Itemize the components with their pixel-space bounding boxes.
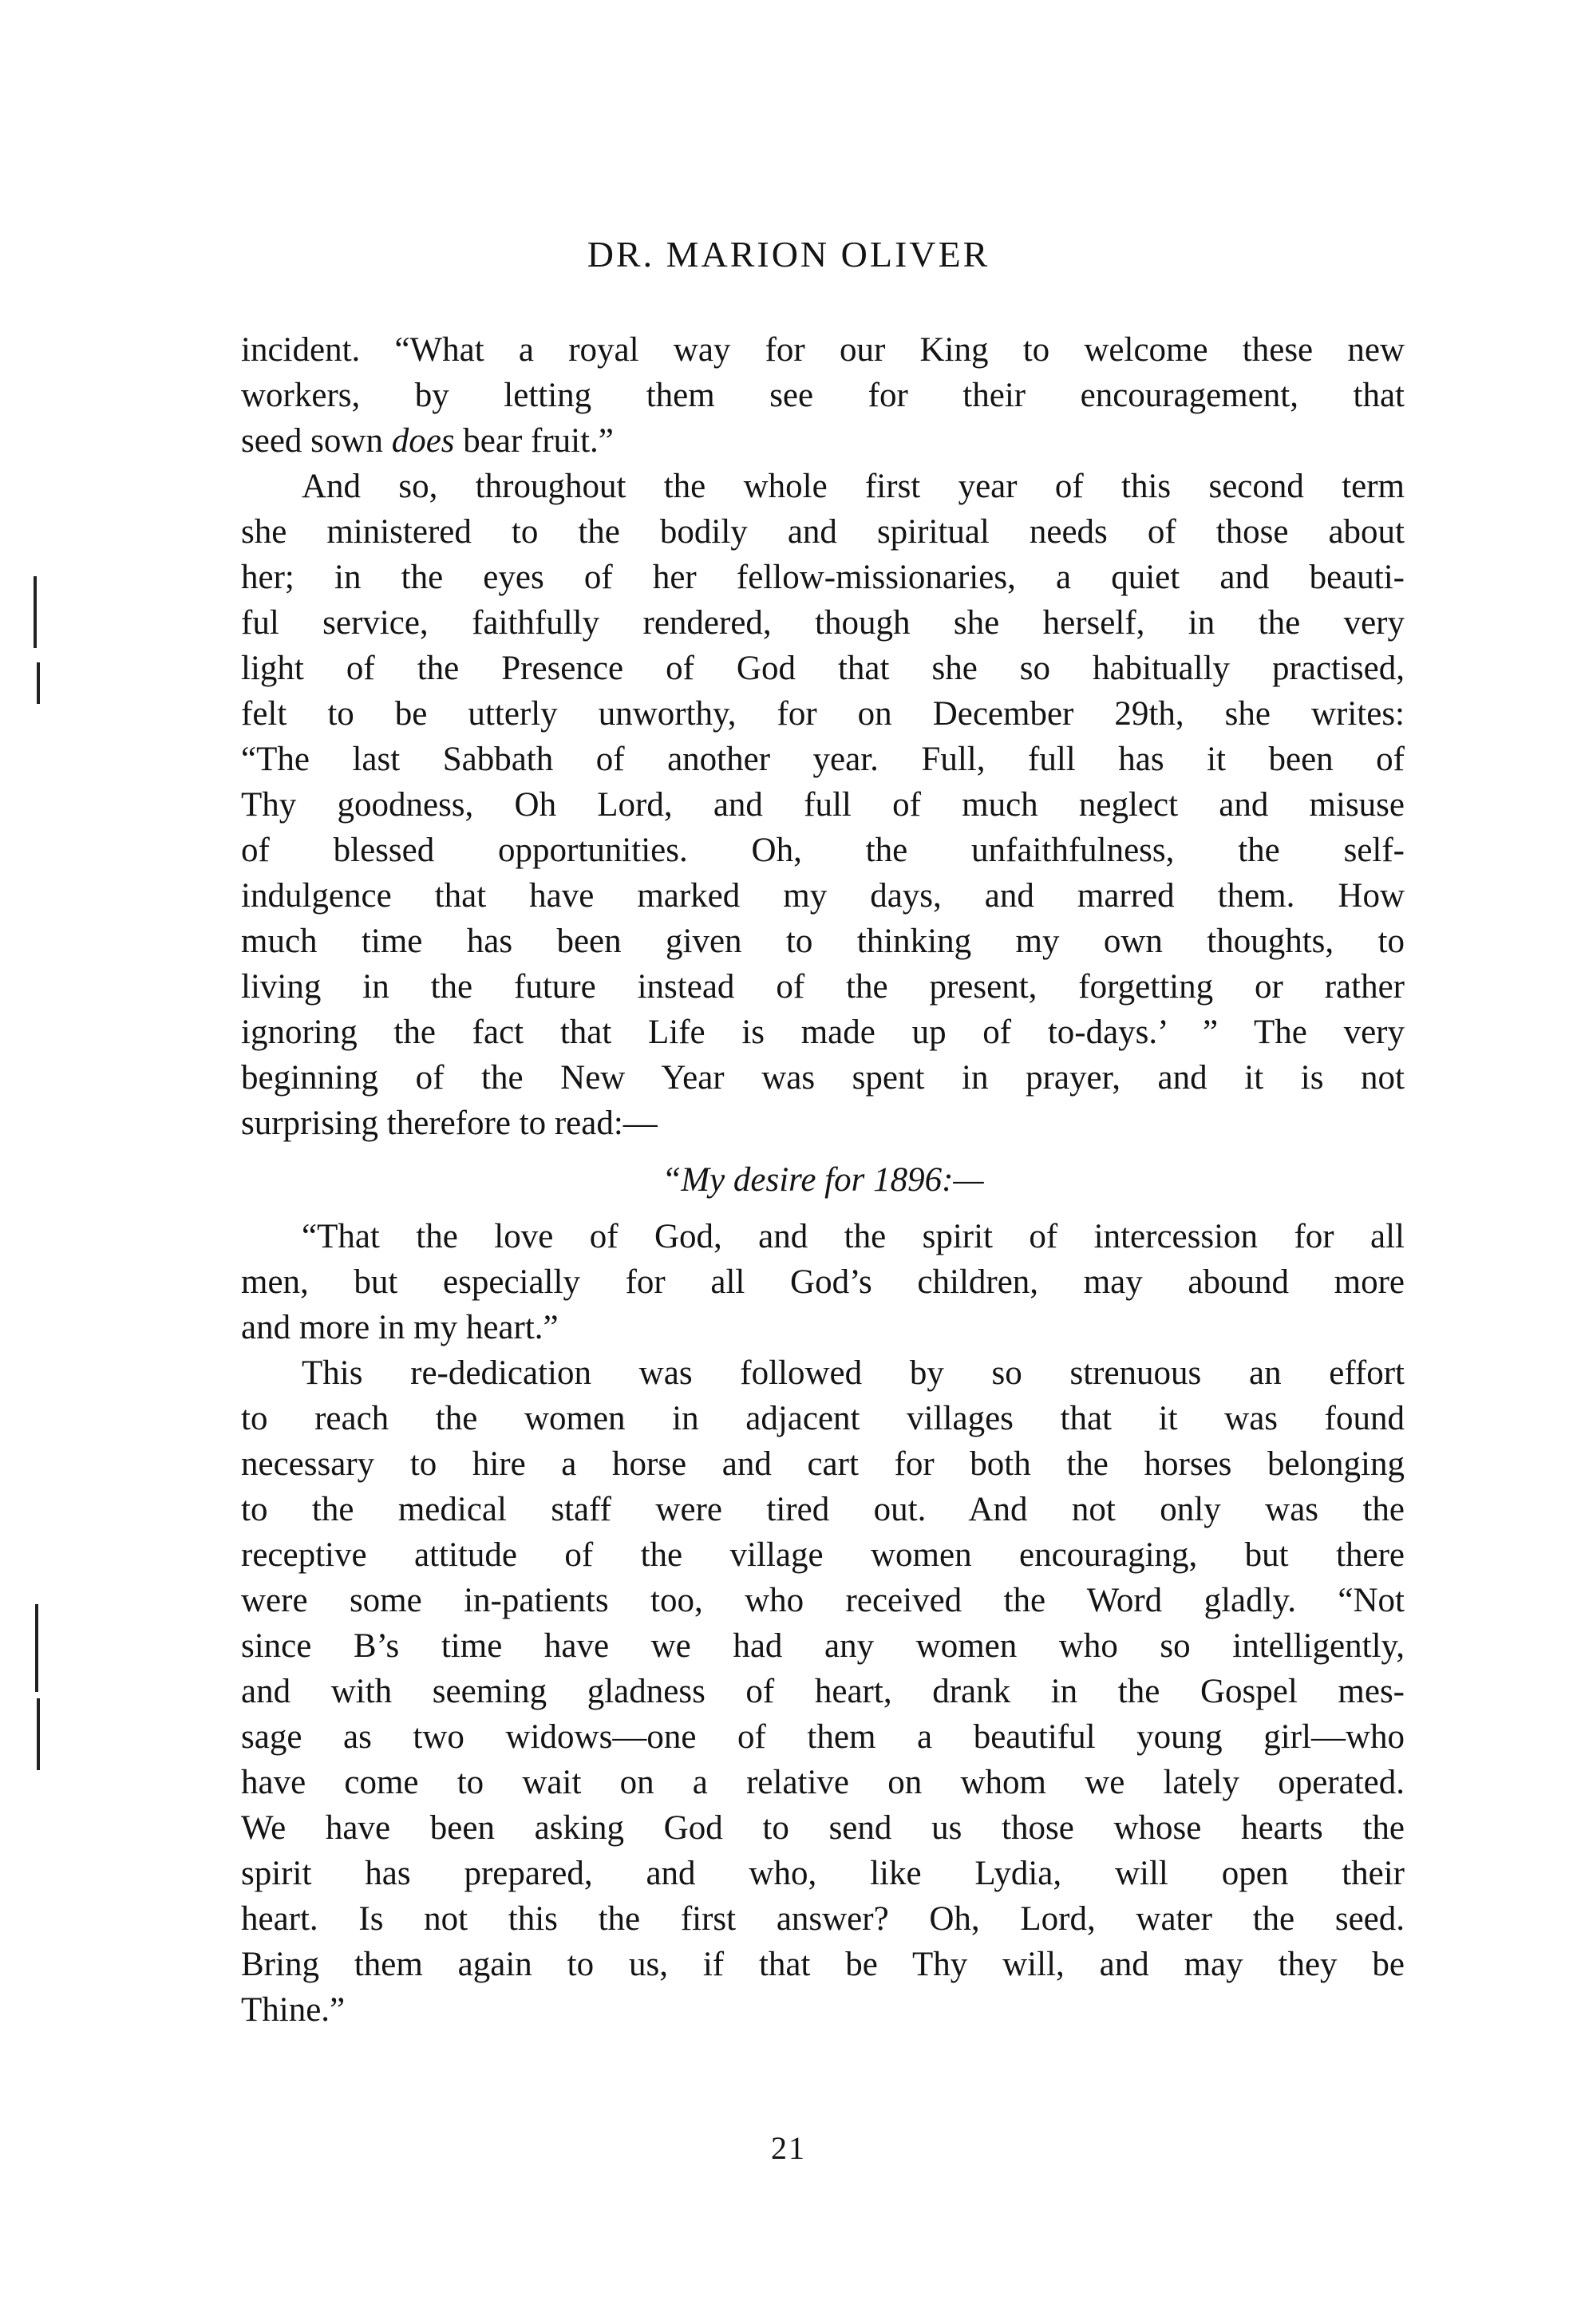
text-line: felt to be utterly unworthy, for on December 29th, she writes:: [241, 695, 1405, 733]
text-line: “The last Sabbath of another year. Full, full has it been of: [241, 741, 1405, 778]
text-line: “That the love of God, and the spirit of intercession for all: [302, 1218, 1405, 1255]
text-line: her; in the eyes of her fellow-missionaries, a quiet and beauti-: [241, 559, 1405, 596]
paragraph-3: [241, 1214, 1405, 1350]
text-line: to reach the women in adjacent villages that it was found: [241, 1400, 1405, 1437]
text-line: of blessed opportunities. Oh, the unfaithfulness, the self-: [241, 832, 1405, 869]
body-text: [241, 327, 1405, 2033]
text-line: ignoring the fact that Life is made up of to-days.’ ” The very: [241, 1014, 1405, 1051]
margin-mark: [35, 1604, 38, 1692]
text-line: and with seeming gladness of heart, drank in the Gospel mes-: [241, 1673, 1405, 1710]
text-line: surprising therefore to read:—: [241, 1105, 658, 1142]
text-line: men, but especially for all God’s children, may abound more: [241, 1263, 1405, 1301]
text-line: were some in-patients too, who received the Word gladly. “Not: [241, 1582, 1405, 1619]
text-line: sage as two widows—one of them a beautiful young girl—who: [241, 1718, 1405, 1756]
text-line: since B’s time have we had any women who so intelligently,: [241, 1627, 1405, 1665]
margin-mark: [37, 662, 40, 704]
text-line: indulgence that have marked my days, and marred them. How: [241, 877, 1405, 915]
text-line: living in the future instead of the present, forgetting or rather: [241, 968, 1405, 1006]
text-line: receptive attitude of the village women encouraging, but there: [241, 1536, 1405, 1574]
text-line: light of the Presence of God that she so habitually practised,: [241, 650, 1405, 687]
text-line: workers, by letting them see for their encouragement, that: [241, 377, 1405, 414]
paragraph-4: [241, 1350, 1405, 2033]
text-line: necessary to hire a horse and cart for both the horses belonging: [241, 1445, 1405, 1483]
text-line: she ministered to the bodily and spiritual needs of those about: [241, 513, 1405, 551]
emphasis: does: [391, 422, 455, 460]
text-line: much time has been given to thinking my own thoughts, to: [241, 923, 1405, 960]
text-line: ful service, faithfully rendered, though she herself, in the very: [241, 604, 1405, 642]
text-line: spirit has prepared, and who, like Lydia, will open their: [241, 1855, 1405, 1892]
text-line: incident. “What a royal way for our King to welcome these new: [241, 331, 1405, 369]
quote-heading: “My desire for 1896:—: [662, 1161, 984, 1199]
text-line: and more in my heart.”: [241, 1309, 559, 1346]
text-line: seed sown does bear fruit.”: [241, 422, 614, 460]
paragraph-1: [241, 327, 1405, 464]
running-head: DR. MARION OLIVER: [587, 234, 990, 275]
text-line: Thy goodness, Oh Lord, and full of much neglect and misuse: [241, 786, 1405, 824]
text-line: This re-dedication was followed by so strenuous an effort: [302, 1354, 1405, 1392]
text-line: beginning of the New Year was spent in prayer, and it is not: [241, 1059, 1405, 1097]
margin-mark: [34, 576, 37, 648]
text-line: heart. Is not this the first answer? Oh, Lord, water the seed.: [241, 1900, 1405, 1938]
text-line: Bring them again to us, if that be Thy will, and may they be: [241, 1946, 1405, 1983]
text-line: And so, throughout the whole first year of this second term: [302, 468, 1405, 505]
text-line: Thine.”: [241, 1991, 346, 2029]
paragraph-2: [241, 464, 1405, 1146]
page-number: 21: [771, 2130, 806, 2166]
text-line: have come to wait on a relative on whom we lately operated.: [241, 1764, 1405, 1801]
text-line: to the medical staff were tired out. And not only was the: [241, 1491, 1405, 1528]
margin-mark: [37, 1698, 40, 1770]
text-line: We have been asking God to send us those whose hearts the: [241, 1809, 1405, 1847]
